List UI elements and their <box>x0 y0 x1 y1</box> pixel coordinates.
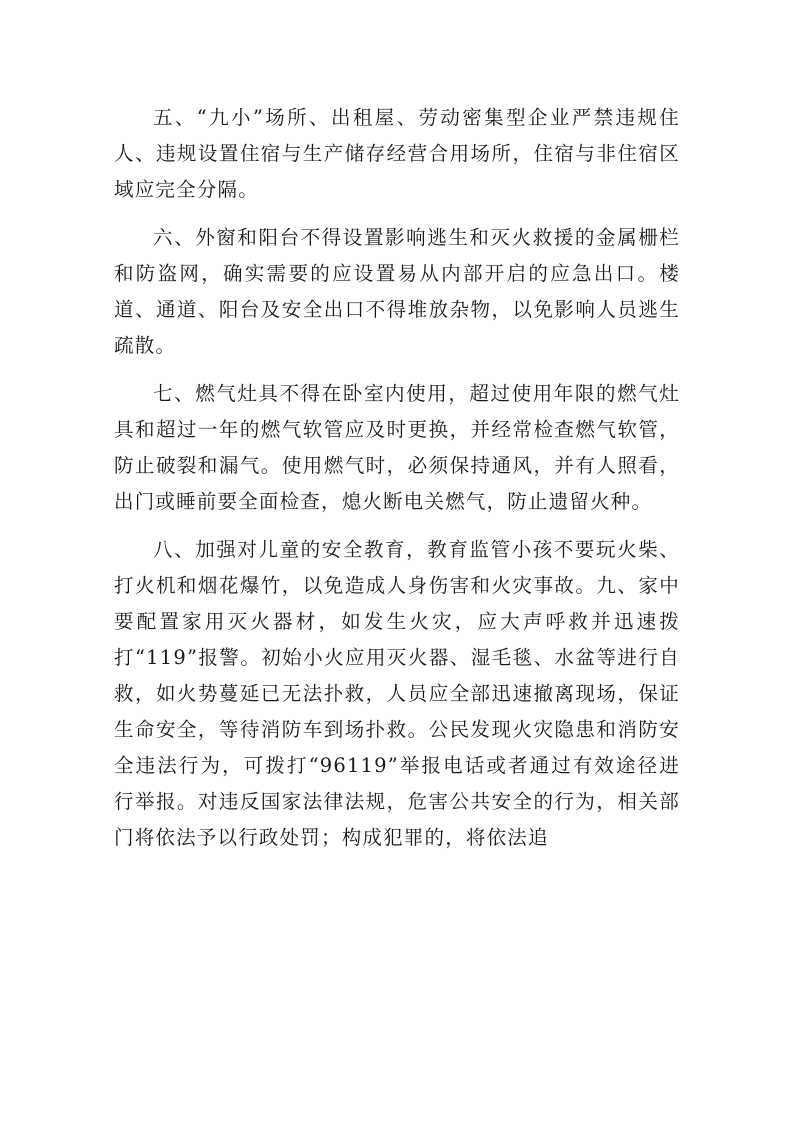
paragraph-item-5: 五、“九小”场所、出租屋、劳动密集型企业严禁违规住人、违规设置住宿与生产储存经营合用场所，住宿与非住宿区域应完全分隔。 <box>114 106 680 201</box>
paragraph-item-6: 六、外窗和阳台不得设置影响逃生和灭火救援的金属栅栏和防盗网，确实需要的应设置易从内部开启的应急出口。楼道、通道、阳台及安全出口不得堆放杂物，以免影响人员逃生疏散。 <box>114 226 680 357</box>
document-body <box>114 100 680 868</box>
paragraph-item-7: 七、燃气灶具不得在卧室内使用，超过使用年限的燃气灶具和超过一年的燃气软管应及时更换，并经常检查燃气软管，防止破裂和漏气。使用燃气时，必须保持通风，并有人照看，出门或睡前要全面检查，熄火断电关燃气，防止遗留火种。 <box>114 382 680 513</box>
paragraph-item-8: 八、加强对儿童的安全教育，教育监管小孩不要玩火柴、打火机和烟花爆竹，以免造成人身伤害和火灾事故。九、家中要配置家用灭火器材，如发生火灾，应大声呼救并迅速拨打“119”报警。初始小火应用灭火器、湿毛毯、水盆等进行自救，如火势蔓延已无法扑救，人员应全部迅速撤离现场，保证生命安全，等待消防车到场扑救。公民发现火灾隐患和消防安全违法行为，可拨打“96119”举报电话或者通过有效途径进行举报。对违反国家法律法规，危害公共安全的行为，相关部门将依法予以行政处罚；构成犯罪的，将依法追 <box>114 538 680 849</box>
